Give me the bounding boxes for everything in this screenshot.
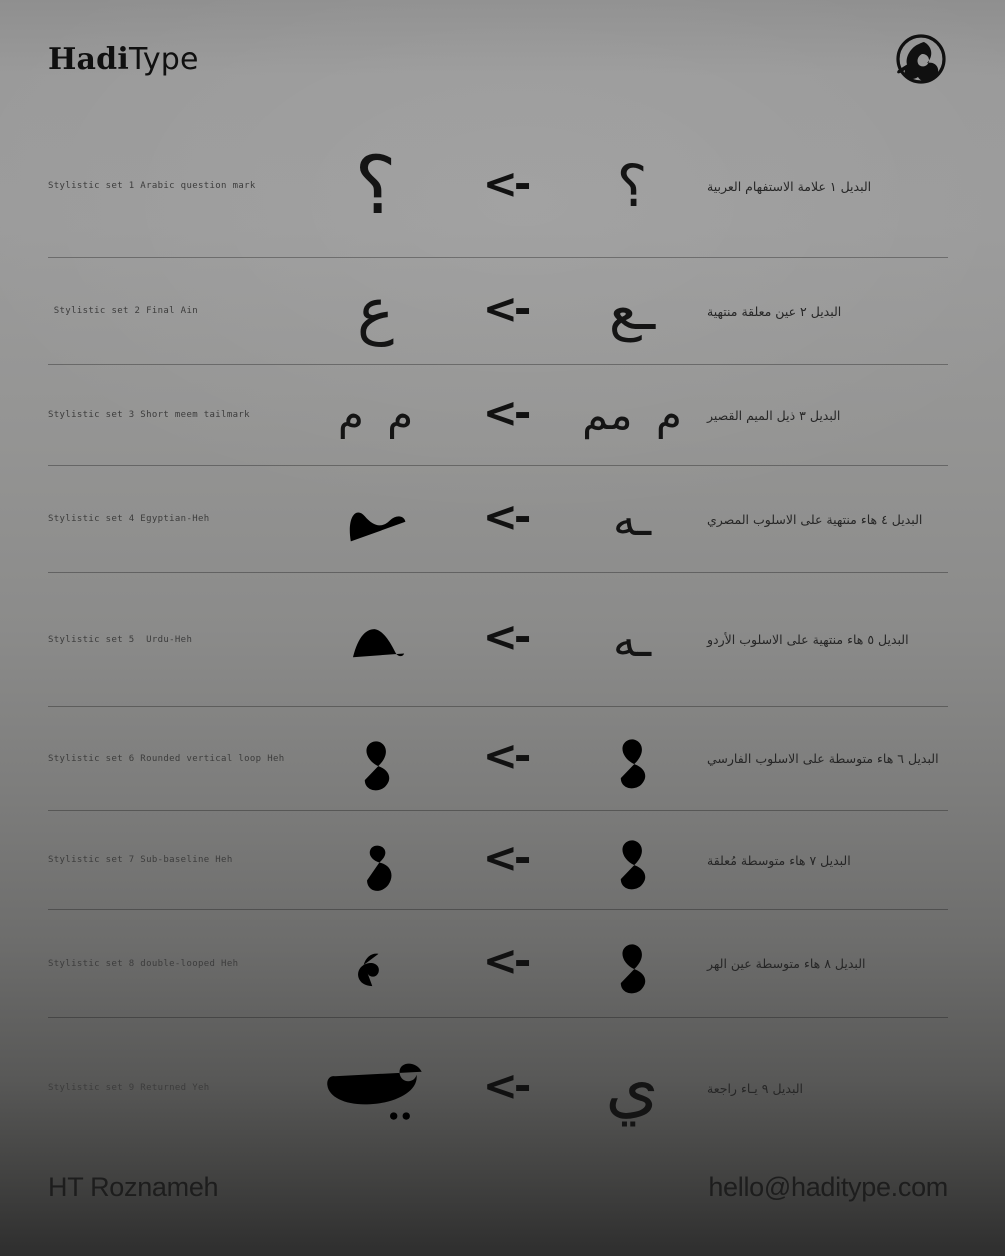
default-glyph-cell (557, 728, 707, 790)
wave-heh-glyph-icon (341, 491, 411, 547)
substitution-arrow: <- (482, 612, 528, 661)
default-glyph-cell (557, 612, 707, 667)
stylistic-set-row (48, 466, 948, 573)
loop-heh-glyph-icon (348, 734, 404, 796)
set-label-en: Stylistic set 8 double-looped Heh (48, 958, 239, 969)
glyph: م م (337, 390, 414, 439)
brand-sans-part: Type (128, 42, 199, 77)
alternate-glyph-cell (298, 728, 453, 790)
stylistic-set-row (48, 707, 948, 811)
substitution-arrow: <- (482, 1060, 528, 1110)
loop-heh-glyph-icon (604, 732, 660, 794)
set-label-ar: البديل ٦ هاء متوسطة على الاسلوب الفارسي (707, 751, 939, 766)
stylistic-set-row (48, 811, 948, 910)
alternate-glyph-cell (298, 390, 453, 439)
set-label-ar: البديل ٥ هاء منتهية على الاسلوب الأردو (707, 632, 909, 647)
set-label-ar: البديل ٧ هاء متوسطة مُعلقة (707, 852, 851, 868)
hat-heh-glyph-icon (344, 617, 408, 663)
double-loop-heh-glyph-icon (345, 939, 407, 1001)
alternate-glyph-cell (298, 617, 453, 663)
substitution-arrow: <- (482, 832, 528, 882)
stylistic-set-row (48, 365, 948, 466)
stylistic-set-row (48, 1018, 948, 1158)
set-label-en: Stylistic set 6 Rounded vertical loop Heh (48, 753, 285, 764)
glyph: ؟ (354, 139, 397, 232)
glyph: ـع (608, 278, 656, 343)
glyph: م مم (582, 390, 682, 439)
alternate-glyph-cell (298, 491, 453, 547)
set-label-ar: البديل ٤ هاء منتهية على الاسلوب المصري (707, 511, 923, 527)
contact-email-link[interactable]: hello@haditype.com (708, 1172, 948, 1202)
header (48, 32, 948, 88)
glyph: ـه (612, 612, 652, 667)
loop-heh-glyph-icon (604, 833, 660, 895)
brand-serif-part: Hadi (48, 42, 129, 77)
swash-yeh-glyph-icon (317, 1046, 435, 1130)
set-label-ar: البديل ٨ هاء متوسطة عين الهر (707, 956, 866, 971)
substitution-arrow: <- (482, 936, 528, 985)
set-label-en: Stylistic set 1 Arabic question mark (48, 181, 256, 191)
default-glyph-cell (557, 152, 707, 220)
set-label-en: Stylistic set 3 Short meem tailmark (48, 410, 250, 420)
glyph: ع (357, 274, 394, 347)
alternate-glyph-cell (298, 139, 453, 232)
stylistic-sets-list (48, 115, 948, 1158)
glyph: ؟ (616, 152, 648, 220)
set-label-en: Stylistic set 4 Egyptian-Heh (48, 514, 210, 524)
substitution-arrow: <- (482, 283, 528, 333)
typeface-name: HT Roznameh (48, 1172, 219, 1202)
set-label-en: Stylistic set 5 Urdu-Heh (48, 634, 193, 645)
set-label-ar: البديل ١ علامة الاستفهام العربية (707, 178, 872, 194)
substitution-arrow: <- (482, 491, 528, 541)
stylistic-set-row (48, 910, 948, 1018)
default-glyph-cell (557, 390, 707, 439)
brand-wordmark (48, 32, 199, 88)
footer (48, 1172, 948, 1203)
alternate-glyph-cell (298, 274, 453, 347)
alternate-glyph-cell (298, 1046, 453, 1130)
substitution-arrow: <- (482, 387, 528, 437)
stylistic-set-row (48, 258, 948, 365)
default-glyph-cell (557, 829, 707, 891)
loop-heh-glyph-icon (604, 937, 660, 999)
glyph: ي (605, 1048, 659, 1127)
default-glyph-cell (557, 933, 707, 995)
set-label-en: Stylistic set 2 Final Ain (48, 306, 198, 316)
substitution-arrow: <- (482, 731, 528, 780)
set-label-ar: البديل ٩ يـاء راجعة (707, 1080, 804, 1096)
default-glyph-cell (557, 278, 707, 343)
substitution-arrow: <- (482, 158, 528, 208)
set-label-en: Stylistic set 7 Sub-baseline Heh (48, 855, 233, 865)
default-glyph-cell (557, 492, 707, 546)
set-label-ar: البديل ٣ ذيل الميم القصير (707, 407, 841, 423)
set-label-ar: البديل ٢ عين معلقة منتهية (707, 303, 842, 319)
glyph: ـه (612, 492, 652, 546)
stylistic-set-row (48, 573, 948, 707)
low-loop-heh-glyph-icon (348, 841, 404, 903)
haditype-logo-icon (894, 32, 948, 86)
stylistic-set-row (48, 115, 948, 258)
alternate-glyph-cell (298, 829, 453, 891)
set-label-en: Stylistic set 9 Returned Yeh (48, 1083, 210, 1093)
alternate-glyph-cell (298, 933, 453, 995)
default-glyph-cell (557, 1048, 707, 1127)
